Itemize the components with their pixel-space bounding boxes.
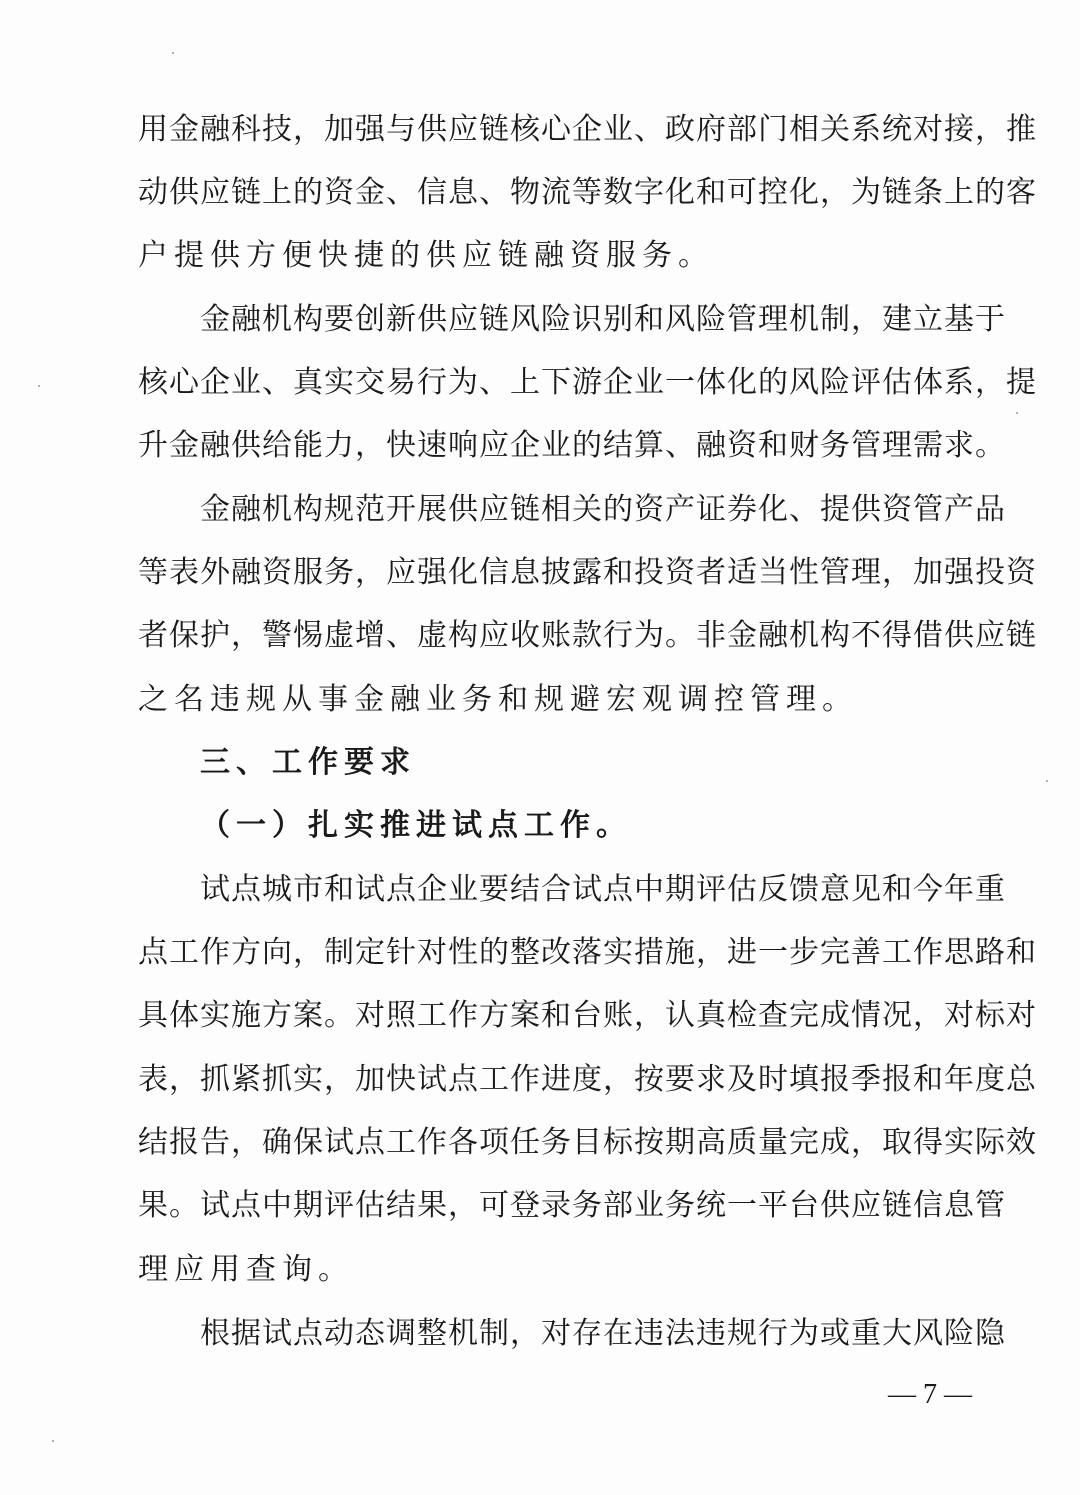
paragraph-line: 理应用查询。 — [138, 1252, 354, 1287]
paragraph-line: 动供应链上的资金、信息、物流等数字化和可控化，为链条上的客 — [138, 175, 1037, 210]
paragraph-line: 金融机构规范开展供应链相关的资产证券化、提供资管产品 — [200, 492, 1006, 527]
scan-speck — [1046, 780, 1048, 782]
paragraph-line: 核心企业、真实交易行为、上下游企业一体化的风险评估体系，提 — [138, 365, 1037, 400]
scan-speck — [52, 1440, 54, 1442]
scan-speck — [172, 52, 174, 54]
scan-speck — [38, 385, 40, 387]
paragraph-line: 等表外融资服务，应强化信息披露和投资者适当性管理，加强投资 — [138, 555, 1037, 590]
paragraph-line: 点工作方向，制定针对性的整改落实措施，进一步完善工作思路和 — [138, 935, 1037, 970]
paragraph-line: 升金融供给能力，快速响应企业的结算、融资和财务管理需求。 — [138, 428, 1006, 463]
paragraph-line: 根据试点动态调整机制，对存在违法违规行为或重大风险隐 — [200, 1316, 1006, 1351]
page-number: — 7 — — [888, 1379, 972, 1410]
paragraph-line: 者保护，警惕虚增、虚构应收账款行为。非金融机构不得借供应链 — [138, 618, 1037, 653]
paragraph-line: 之名违规从事金融业务和规避宏观调控管理。 — [138, 682, 858, 717]
paragraph-line: 户提供方便快捷的供应链融资服务。 — [138, 238, 714, 273]
paragraph-line: 用金融科技，加强与供应链核心企业、政府部门相关系统对接，推 — [138, 112, 1037, 147]
paragraph-line: 试点城市和试点企业要结合试点中期评估反馈意见和今年重 — [200, 872, 1006, 907]
paragraph-line: 金融机构要创新供应链风险识别和风险管理机制，建立基于 — [200, 302, 1006, 337]
paragraph-line: 结报告，确保试点工作各项任务目标按期高质量完成，取得实际效 — [138, 1125, 1037, 1160]
section-heading: 三、工作要求 — [200, 745, 416, 780]
paragraph-line: 果。试点中期评估结果，可登录务部业务统一平台供应链信息管 — [138, 1188, 1006, 1223]
subsection-heading: （一）扎实推进试点工作。 — [200, 808, 632, 843]
paragraph-line: 表，抓紧抓实，加快试点工作进度，按要求及时填报季报和年度总 — [138, 1062, 1037, 1097]
scan-speck — [1016, 412, 1018, 414]
paragraph-line: 具体实施方案。对照工作方案和台账，认真检查完成情况，对标对 — [138, 998, 1037, 1033]
